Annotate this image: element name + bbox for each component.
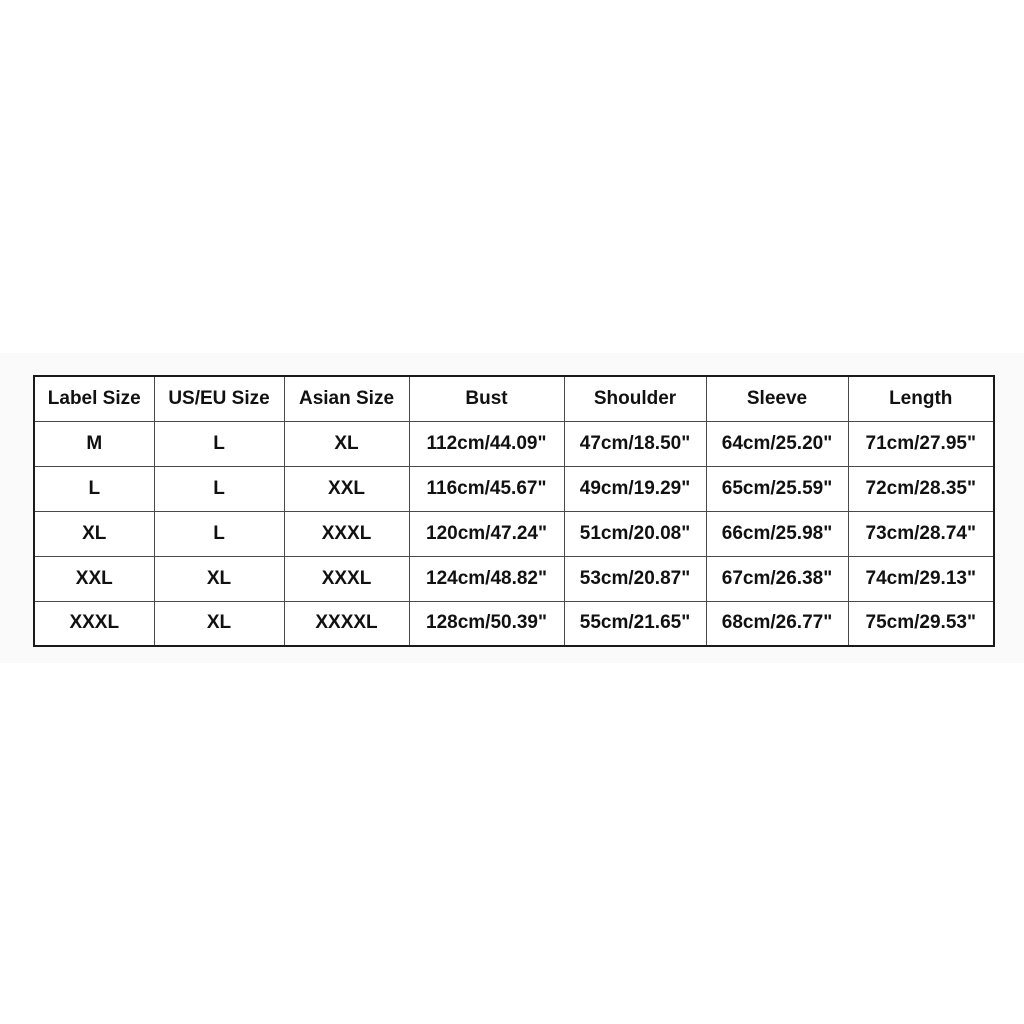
cell-sleeve: 65cm/25.59" bbox=[706, 466, 848, 511]
cell-asian-size: XL bbox=[284, 421, 409, 466]
table-row bbox=[34, 466, 994, 511]
cell-length: 74cm/29.13" bbox=[848, 556, 994, 601]
cell-us-eu-size: L bbox=[154, 511, 284, 556]
cell-us-eu-size: XL bbox=[154, 556, 284, 601]
cell-label-size: XXL bbox=[34, 556, 154, 601]
cell-label-size: L bbox=[34, 466, 154, 511]
header-label-size: Label Size bbox=[34, 376, 154, 421]
cell-bust: 112cm/44.09" bbox=[409, 421, 564, 466]
cell-shoulder: 47cm/18.50" bbox=[564, 421, 706, 466]
cell-shoulder: 51cm/20.08" bbox=[564, 511, 706, 556]
cell-length: 71cm/27.95" bbox=[848, 421, 994, 466]
cell-bust: 124cm/48.82" bbox=[409, 556, 564, 601]
cell-length: 72cm/28.35" bbox=[848, 466, 994, 511]
cell-bust: 128cm/50.39" bbox=[409, 601, 564, 646]
header-length: Length bbox=[848, 376, 994, 421]
cell-sleeve: 67cm/26.38" bbox=[706, 556, 848, 601]
cell-asian-size: XXL bbox=[284, 466, 409, 511]
cell-sleeve: 66cm/25.98" bbox=[706, 511, 848, 556]
cell-length: 73cm/28.74" bbox=[848, 511, 994, 556]
cell-label-size: M bbox=[34, 421, 154, 466]
table-row bbox=[34, 421, 994, 466]
cell-label-size: XL bbox=[34, 511, 154, 556]
cell-label-size: XXXL bbox=[34, 601, 154, 646]
size-chart-table bbox=[33, 375, 995, 647]
cell-bust: 120cm/47.24" bbox=[409, 511, 564, 556]
cell-us-eu-size: L bbox=[154, 421, 284, 466]
table-row bbox=[34, 511, 994, 556]
cell-us-eu-size: XL bbox=[154, 601, 284, 646]
cell-sleeve: 64cm/25.20" bbox=[706, 421, 848, 466]
cell-us-eu-size: L bbox=[154, 466, 284, 511]
header-shoulder: Shoulder bbox=[564, 376, 706, 421]
cell-bust: 116cm/45.67" bbox=[409, 466, 564, 511]
table-row bbox=[34, 601, 994, 646]
header-bust: Bust bbox=[409, 376, 564, 421]
header-sleeve: Sleeve bbox=[706, 376, 848, 421]
table-row bbox=[34, 556, 994, 601]
header-asian-size: Asian Size bbox=[284, 376, 409, 421]
table-header-row bbox=[34, 376, 994, 421]
cell-shoulder: 49cm/19.29" bbox=[564, 466, 706, 511]
cell-length: 75cm/29.53" bbox=[848, 601, 994, 646]
header-us-eu-size: US/EU Size bbox=[154, 376, 284, 421]
cell-shoulder: 55cm/21.65" bbox=[564, 601, 706, 646]
cell-asian-size: XXXL bbox=[284, 511, 409, 556]
cell-sleeve: 68cm/26.77" bbox=[706, 601, 848, 646]
cell-asian-size: XXXL bbox=[284, 556, 409, 601]
cell-shoulder: 53cm/20.87" bbox=[564, 556, 706, 601]
cell-asian-size: XXXXL bbox=[284, 601, 409, 646]
